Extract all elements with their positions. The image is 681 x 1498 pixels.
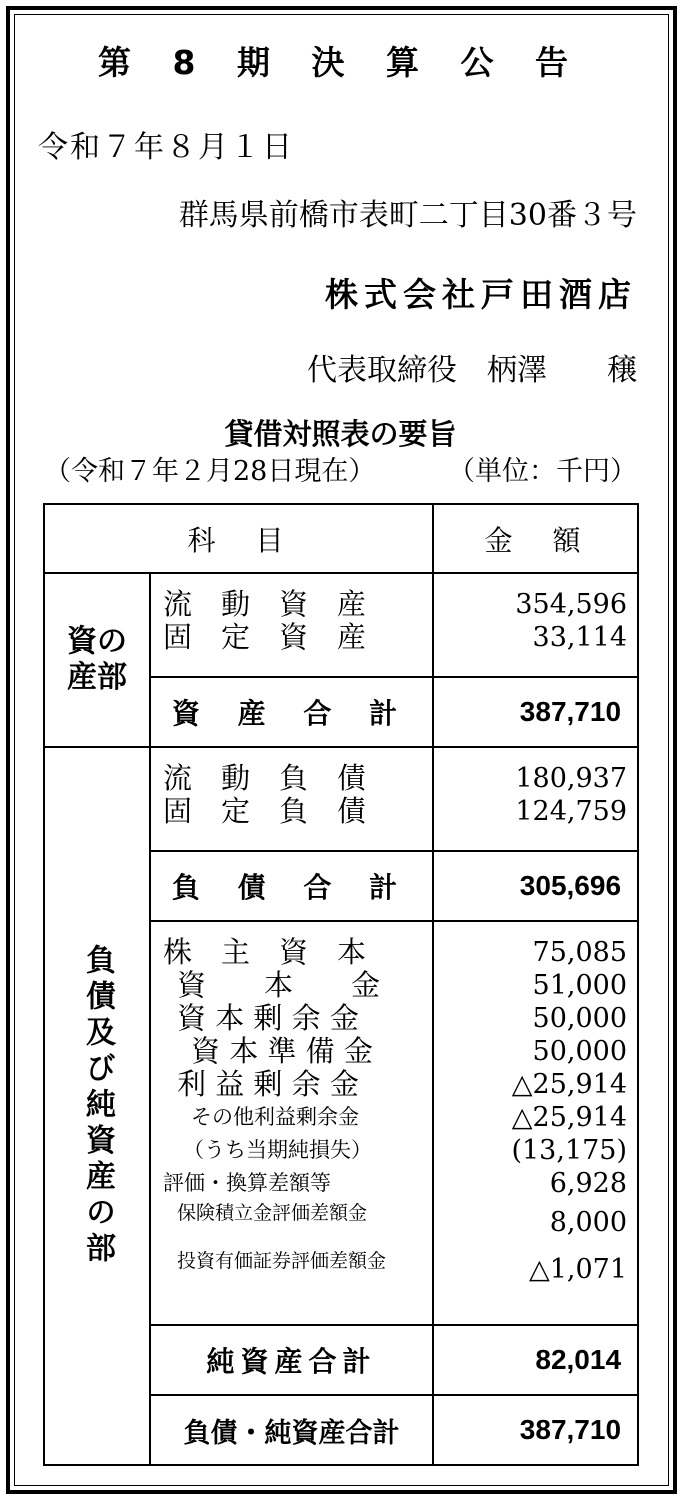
balance-sheet-date: （令和７年２月28日現在） (44, 456, 376, 487)
assets-items-row (44, 573, 638, 677)
equity-items (150, 921, 433, 1325)
list-item-value: 6,928 (549, 1168, 628, 1199)
liabilities-equity-section-text: 負債及び純資産の部 (80, 944, 115, 1268)
liabilities-items (150, 747, 433, 851)
list-item: 資 本 準 備 金 (191, 1034, 373, 1068)
list-item-value: 8,000 (549, 1207, 628, 1238)
list-item-value: 33,114 (532, 622, 628, 653)
liabilities-total-label: 負 債 合 計 (150, 851, 433, 921)
list-item: 資 本 金 (177, 968, 381, 1002)
list-item: 流 動 負 債 (163, 761, 367, 795)
list-item: 投資有価証券評価差額金 (177, 1250, 387, 1272)
list-item: （うち当期純損失） (183, 1138, 372, 1162)
assets-total-value: 387,710 (433, 677, 638, 747)
list-item: 保険積立金評価差額金 (177, 1202, 368, 1224)
list-item: 利 益 剰 余 金 (177, 1067, 359, 1101)
assets-section-line2: 産部 (67, 660, 127, 695)
list-item: 流 動 資 産 (163, 587, 367, 621)
liabilities-total-value: 305,696 (433, 851, 638, 921)
grand-total-value: 387,710 (433, 1395, 638, 1465)
list-item: 評価・換算差額等 (163, 1171, 331, 1195)
list-item-value: (13,175) (511, 1135, 628, 1166)
list-item-value: 50,000 (532, 1036, 628, 1067)
header-item (44, 504, 433, 573)
list-item-value: △25,914 (511, 1102, 628, 1133)
list-item: 資 本 剰 余 金 (177, 1001, 359, 1035)
list-item-value: 50,000 (532, 1003, 628, 1034)
list-item: 固 定 負 債 (163, 794, 367, 828)
grand-total-label: 負債・純資産合計 (150, 1395, 433, 1465)
assets-total-label: 資 産 合 計 (150, 677, 433, 747)
table-header-row (44, 504, 638, 573)
company-name: 株式会社戸田酒店 (325, 275, 637, 314)
balance-sheet-unit: （単位：千円） (448, 456, 637, 487)
balance-sheet-table (43, 503, 639, 1466)
liabilities-items-row (44, 747, 638, 851)
header-amount-label: 金 額 (484, 523, 587, 557)
company-address: 群馬県前橋市表町二丁目30番３号 (178, 198, 637, 233)
list-item-value: 124,759 (515, 796, 628, 827)
list-item-value: △25,914 (511, 1069, 628, 1100)
notice-date: 令和７年８月１日 (38, 130, 294, 165)
equity-values (433, 921, 638, 1325)
balance-sheet-title: 貸借対照表の要旨 (224, 417, 457, 451)
assets-section-label (44, 573, 150, 747)
list-item-value: △1,071 (528, 1254, 628, 1285)
representative: 代表取締役 柄澤 穣 (307, 353, 637, 388)
list-item: その他利益剰余金 (191, 1105, 359, 1129)
list-item-value: 51,000 (532, 970, 628, 1001)
assets-values (433, 573, 638, 677)
header-item-label: 科 目 (187, 523, 290, 557)
liabilities-equity-section-label (44, 747, 150, 1465)
liabilities-values (433, 747, 638, 851)
assets-section-line1: 資の (67, 624, 127, 659)
header-amount (433, 504, 638, 573)
assets-items (150, 573, 433, 677)
net-assets-total-label: 純資産合計 (150, 1325, 433, 1395)
list-item-value: 180,937 (515, 763, 628, 794)
net-assets-total-value: 82,014 (433, 1325, 638, 1395)
list-item-value: 354,596 (515, 589, 628, 620)
list-item-value: 75,085 (532, 937, 628, 968)
list-item: 固 定 資 産 (163, 620, 367, 654)
list-item: 株 主 資 本 (163, 935, 367, 969)
page-title: 第 8 期 決 算 公 告 (98, 43, 583, 82)
